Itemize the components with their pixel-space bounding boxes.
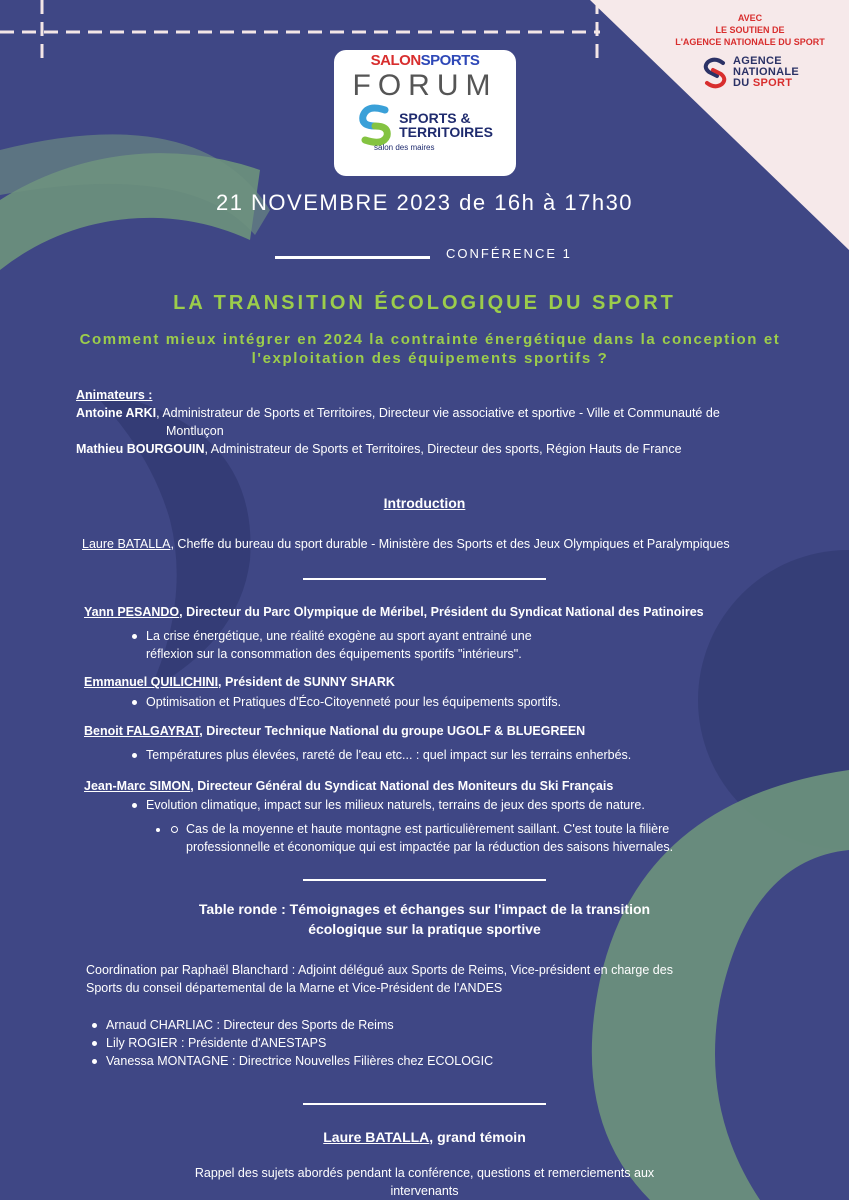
animateur-1-role: , Administrateur de Sports et Territoires, Directeur vie associative et sportive - Ville et Communauté de [156,406,720,420]
speaker-3 [84,722,804,764]
conference-label: CONFÉRENCE 1 [446,246,572,261]
speaker-1-role: , Directeur du Parc Olympique de Méribel, Président du Syndicat National des Patinoires [179,605,704,619]
speaker-1-point [130,627,804,663]
st-line-2: TERRITOIRES [399,124,493,140]
intro-speaker [82,535,842,553]
agency-line-3b: SPORT [752,77,793,89]
agency-line-1: AGENCE [732,55,782,67]
salon-word: SALON [370,52,421,69]
divider-3 [303,1103,546,1105]
coordination-line-1: Coordination par Raphaël Blanchard : Adjoint délégué aux Sports de Reims, Vice-président en charge des [86,963,673,977]
conference-divider [275,256,430,259]
forum-word: FORUM [352,69,498,102]
agency-logo-icon [701,57,729,89]
speaker-1 [84,603,804,663]
divider-1 [303,578,546,580]
speaker-3-heading [84,722,804,740]
speaker-4-points [130,796,814,814]
table-ronde-coordination [86,961,826,997]
agency-logo [660,56,840,89]
speaker-1-point-line-1: La crise énergétique, une réalité exogène au sport ayant entrainé une [146,629,532,643]
speaker-3-points [130,746,804,764]
animateur-2-role: , Administrateur de Sports et Territoires, Directeur des sports, Région Hauts de France [204,442,682,456]
speaker-4-heading [84,777,814,795]
salon-sports-logo [334,54,516,68]
speaker-1-point-line-2: réflexion sur la consommation des équipements sportifs "intérieurs". [146,647,522,661]
closing-text [0,1164,849,1200]
animateurs-label: Animateurs : [76,388,153,402]
speaker-2-point: Optimisation et Pratiques d'Éco-Citoyenneté pour les équipements sportifs. [130,693,804,711]
closing-text-line-1: Rappel des sujets abordés pendant la conférence, questions et remerciements aux [194,1166,655,1180]
participant-item: Arnaud CHARLIAC : Directeur des Sports de Reims [90,1016,690,1034]
speaker-2-role: , Président de SUNNY SHARK [218,675,395,689]
page-subtitle: Comment mieux intégrer en 2024 la contrainte énergétique dans la conception et l'exploitation des équipements sportifs ? [79,331,781,367]
sports-territoires-icon [357,104,393,146]
sports-territoires-logo [334,104,516,146]
speaker-2-heading [84,673,804,691]
table-ronde-participants [90,1016,690,1070]
speaker-3-role: , Directeur Technique National du groupe UGOLF & BLUEGREEN [199,724,586,738]
speaker-4-name: Jean-Marc SIMON [84,779,191,793]
partner-block [660,12,840,89]
participant-item: Lily ROGIER : Présidente d'ANESTAPS [90,1034,690,1052]
speaker-2 [84,673,804,711]
animateurs-section [76,386,836,458]
divider-2 [303,879,546,881]
speaker-2-points [130,693,804,711]
speaker-2-name: Emmanuel QUILICHINI [84,675,219,689]
speaker-1-name: Yann PESANDO [84,605,180,619]
speaker-1-points [130,627,804,663]
animateur-1-role-cont: Montluçon [166,424,224,438]
animateur-1-name: Antoine ARKI [76,406,157,420]
speaker-4-subpoint-line-2: professionnelle et économique qui est impactée par la réduction des saisons hivernales. [186,840,674,854]
agency-line-3 [733,78,799,89]
table-ronde-heading [0,899,849,939]
closing-heading [0,1128,849,1146]
event-date: 21 NOVEMBRE 2023 de 16h à 17h30 [215,190,634,215]
speaker-4-subpoint-line-1: Cas de la moyenne et haute montagne est particulièrement saillant. C'est toute la filière [186,822,670,836]
partner-line-1: AVEC [737,13,763,23]
salon-maires-text: salon des maires [374,143,435,152]
sports-word: SPORTS [420,52,480,69]
intro-heading: Introduction [383,495,466,511]
participant-item: Vanessa MONTAGNE : Directrice Nouvelles Filières chez ECOLOGIC [90,1052,690,1070]
speaker-4 [84,777,814,856]
closing-text-line-2: intervenants [390,1184,459,1198]
animateur-2 [76,440,836,458]
animateur-2-name: Mathieu BOURGOUIN [76,442,205,456]
intro-speaker-role: , Cheffe du bureau du sport durable - Ministère des Sports et des Jeux Olympiques et Paralympiques [170,537,730,551]
agency-line-2: NATIONALE [732,66,800,78]
animateur-1 [76,404,836,422]
speaker-4-subpoints [170,820,814,856]
st-line-1: SPORTS & [399,110,471,126]
agency-logo-text [733,56,799,89]
forum-logo [334,50,516,176]
table-ronde-heading-line-2: écologique sur la pratique sportive [308,921,541,937]
intro-speaker-name: Laure BATALLA [82,537,171,551]
speaker-3-name: Benoit FALGAYRAT [84,724,200,738]
page-title: LA TRANSITION ÉCOLOGIQUE DU SPORT [173,292,676,314]
coordination-line-2: Sports du conseil départemental de la Marne et Vice-Président de l'ANDES [86,981,503,995]
closing-speaker-role: , grand témoin [429,1129,526,1145]
speaker-1-heading [84,603,804,621]
partner-line-2: LE SOUTIEN DE [715,25,785,35]
speaker-4-point: Evolution climatique, impact sur les milieux naturels, terrains de jeux des sports de nature. [130,796,814,814]
closing-speaker-name: Laure BATALLA [323,1129,430,1145]
agency-line-3a: DU [732,77,753,89]
partner-line-3: L'AGENCE NATIONALE DU SPORT [675,37,825,47]
speaker-3-point: Températures plus élevées, rareté de l'eau etc... : quel impact sur les terrains enherbés. [130,746,804,764]
speaker-4-subpoint [170,820,814,856]
sports-territoires-text [399,111,493,139]
speaker-4-role: , Directeur Général du Syndicat National des Moniteurs du Ski Français [190,779,614,793]
table-ronde-heading-line-1: Table ronde : Témoignages et échanges sur l'impact de la transition [198,901,651,917]
